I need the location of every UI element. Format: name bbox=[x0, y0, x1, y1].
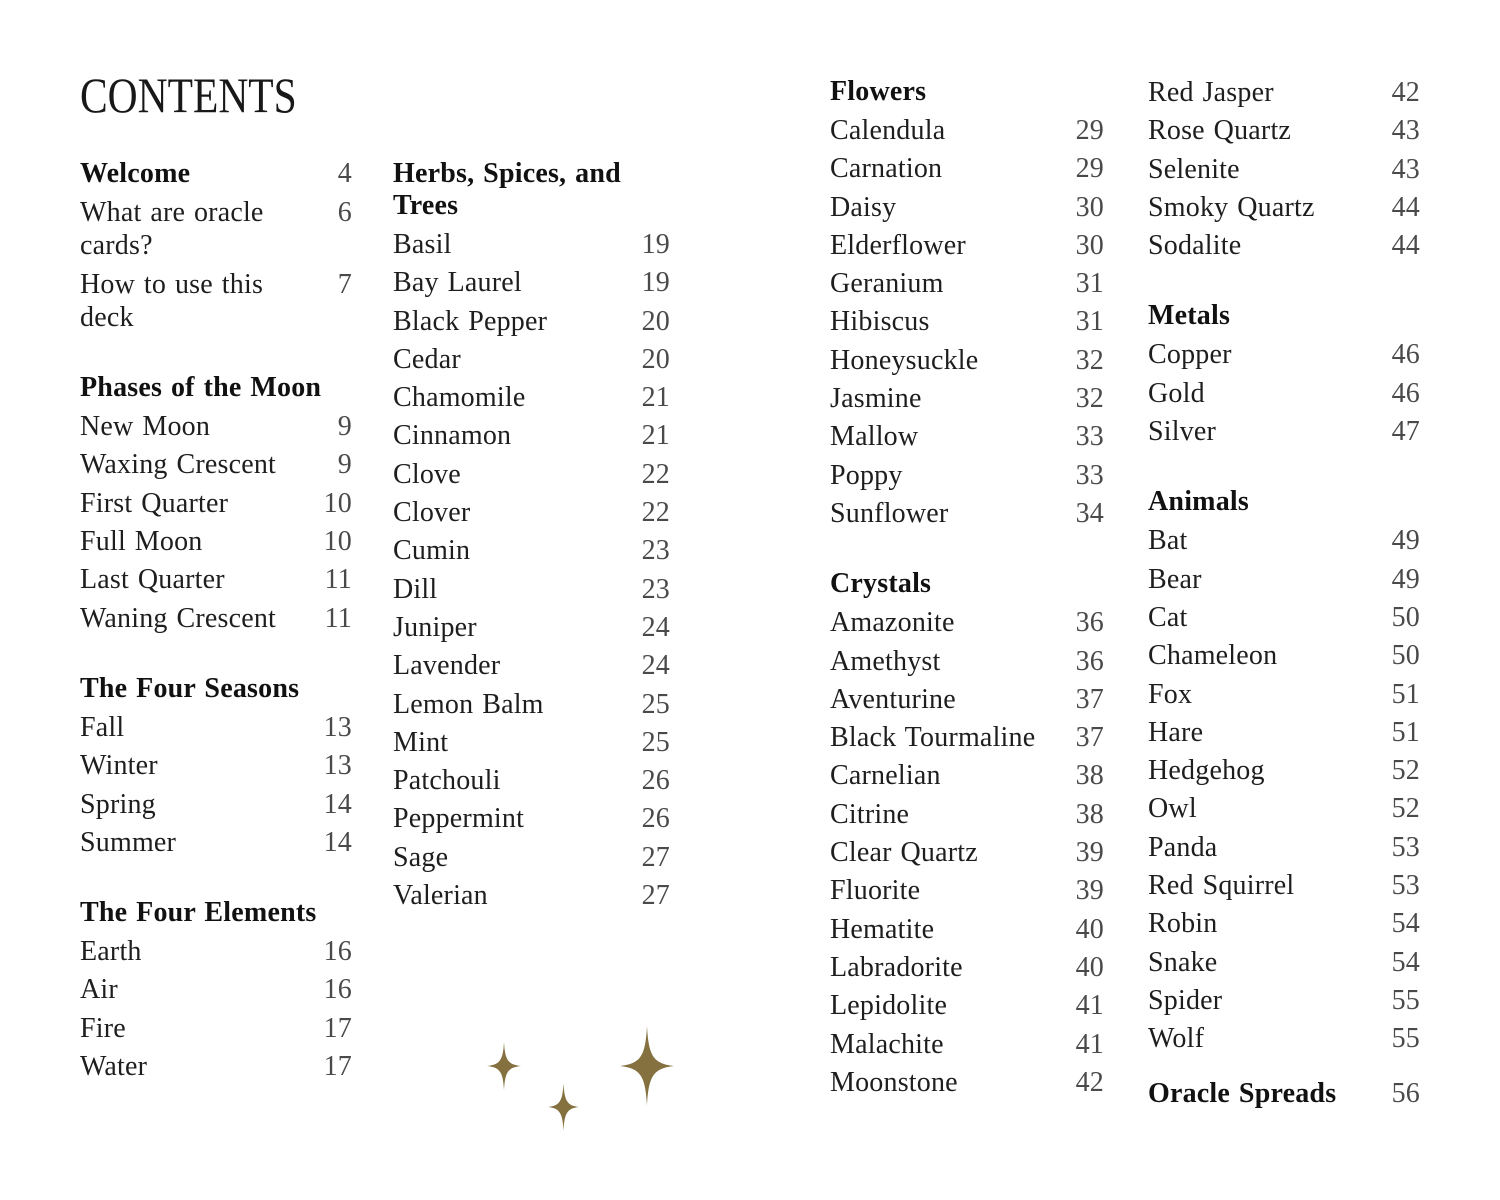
toc-entry-label: Bear bbox=[1148, 563, 1202, 595]
page-number: 19 bbox=[641, 229, 670, 260]
page-number: 20 bbox=[641, 343, 670, 375]
toc-entry-label: Black Tourmaline bbox=[830, 722, 1036, 754]
toc-entry-label: New Moon bbox=[80, 411, 211, 443]
toc-entry bbox=[1148, 601, 1420, 634]
page-number: 52 bbox=[1391, 755, 1420, 787]
toc-entry bbox=[1148, 563, 1420, 596]
page-number: 9 bbox=[337, 411, 352, 443]
toc-entry-label: Silver bbox=[1148, 416, 1217, 448]
toc-entry bbox=[80, 196, 352, 263]
page-number: 33 bbox=[1075, 421, 1104, 453]
toc-entry-label: Labradorite bbox=[830, 951, 963, 983]
toc-entry-label: Spring bbox=[80, 788, 156, 820]
toc-column-4 bbox=[1148, 76, 1420, 1116]
toc-entry-label: Valerian bbox=[393, 880, 488, 912]
toc-entry bbox=[830, 305, 1104, 338]
page-number: 50 bbox=[1391, 640, 1420, 672]
toc-entry bbox=[393, 726, 670, 759]
toc-entry-label: Water bbox=[80, 1051, 148, 1083]
toc-entry-label: Fox bbox=[1148, 678, 1193, 710]
toc-entry-label: Hibiscus bbox=[830, 306, 930, 338]
toc-entry bbox=[1148, 1022, 1420, 1055]
toc-section bbox=[1148, 76, 1420, 262]
section-heading bbox=[393, 158, 670, 222]
toc-section bbox=[1148, 1078, 1420, 1110]
section-heading bbox=[830, 76, 1104, 108]
toc-entry-label: Carnation bbox=[830, 153, 943, 185]
toc-entry bbox=[393, 266, 670, 299]
toc-entry bbox=[1148, 792, 1420, 825]
toc-entry bbox=[80, 563, 352, 596]
toc-entry-label: Lemon Balm bbox=[393, 688, 544, 720]
page-number: 16 bbox=[323, 936, 352, 968]
toc-entry-label: Jasmine bbox=[830, 383, 922, 415]
toc-entry-label: Lavender bbox=[393, 650, 501, 682]
toc-entry bbox=[393, 841, 670, 874]
toc-entry bbox=[80, 525, 352, 558]
toc-entry bbox=[393, 534, 670, 567]
toc-entry-label: How to use this deck bbox=[80, 268, 264, 333]
toc-entry-label: Clear Quartz bbox=[830, 837, 978, 869]
toc-entry bbox=[393, 573, 670, 606]
toc-entry-label: Fluorite bbox=[830, 875, 921, 907]
page-number: 14 bbox=[323, 788, 352, 820]
page-number: 33 bbox=[1075, 459, 1104, 491]
page-number: 39 bbox=[1075, 875, 1104, 907]
toc-entry-label: Bay Laurel bbox=[393, 267, 522, 299]
page-number: 36 bbox=[1075, 607, 1104, 639]
toc-entry-label: Full Moon bbox=[80, 526, 203, 558]
section-heading bbox=[1148, 486, 1420, 518]
toc-entry-label: Robin bbox=[1148, 908, 1218, 940]
page-number: 41 bbox=[1075, 1028, 1104, 1060]
toc-entry-label: Malachite bbox=[830, 1028, 944, 1060]
toc-entry bbox=[393, 381, 670, 414]
toc-entry-label: Dill bbox=[393, 573, 438, 605]
page-number: 6 bbox=[337, 197, 352, 228]
page-number: 34 bbox=[1075, 497, 1104, 529]
toc-column-1 bbox=[80, 158, 352, 1088]
toc-entry-label: Snake bbox=[1148, 946, 1218, 978]
page-number: 30 bbox=[1075, 229, 1104, 261]
toc-entry-label: Sunflower bbox=[830, 497, 949, 529]
page-number: 29 bbox=[1075, 115, 1104, 146]
toc-entry-label: Peppermint bbox=[393, 803, 525, 835]
toc-entry-label: Poppy bbox=[830, 459, 903, 491]
toc-entry bbox=[393, 764, 670, 797]
toc-entry bbox=[830, 989, 1104, 1022]
page-number: 44 bbox=[1391, 191, 1420, 223]
toc-entry bbox=[393, 688, 670, 721]
toc-entry bbox=[830, 759, 1104, 792]
page-number: 54 bbox=[1391, 946, 1420, 978]
page-number: 32 bbox=[1075, 344, 1104, 376]
toc-entry bbox=[1148, 377, 1420, 410]
toc-section bbox=[80, 673, 352, 859]
toc-entry-label: Juniper bbox=[393, 611, 477, 643]
toc-entry bbox=[80, 826, 352, 859]
toc-entry bbox=[830, 606, 1104, 639]
page-number: 25 bbox=[641, 688, 670, 720]
toc-entry-label: Mallow bbox=[830, 421, 919, 453]
toc-entry bbox=[80, 487, 352, 520]
toc-entry-label: Moonstone bbox=[830, 1066, 958, 1098]
page-number: 29 bbox=[1075, 153, 1104, 185]
page-number: 31 bbox=[1075, 268, 1104, 300]
toc-entry bbox=[393, 228, 670, 261]
toc-entry-label: Last Quarter bbox=[80, 564, 225, 596]
toc-entry bbox=[80, 602, 352, 635]
section-heading-label: Animals bbox=[1148, 486, 1249, 518]
toc-entry-label: Spider bbox=[1148, 984, 1223, 1016]
toc-entry bbox=[830, 1066, 1104, 1099]
toc-entry-label: Citrine bbox=[830, 798, 910, 830]
toc-entry bbox=[80, 1050, 352, 1083]
section-heading bbox=[1148, 300, 1420, 332]
page-number: 56 bbox=[1391, 1077, 1420, 1109]
page-title: CONTENTS bbox=[80, 67, 297, 123]
toc-entry bbox=[1148, 716, 1420, 749]
toc-entry-label: Winter bbox=[80, 750, 158, 782]
toc-entry-label: Bat bbox=[1148, 525, 1188, 557]
page-number: 46 bbox=[1391, 377, 1420, 409]
toc-entry-label: Geranium bbox=[830, 268, 944, 300]
toc-entry bbox=[830, 951, 1104, 984]
section-heading bbox=[80, 897, 352, 929]
toc-entry bbox=[830, 344, 1104, 377]
page-number: 13 bbox=[323, 711, 352, 743]
toc-entry-label: Clover bbox=[393, 497, 471, 529]
toc-column-3 bbox=[830, 76, 1104, 1104]
page-number: 22 bbox=[641, 497, 670, 529]
toc-entry bbox=[1148, 191, 1420, 224]
toc-section bbox=[1148, 300, 1420, 448]
toc-entry bbox=[830, 721, 1104, 754]
toc-entry bbox=[1148, 754, 1420, 787]
toc-section bbox=[830, 76, 1104, 530]
page-number: 36 bbox=[1075, 645, 1104, 677]
toc-entry-label: Basil bbox=[393, 229, 452, 260]
section-heading-label: Flowers bbox=[830, 76, 927, 107]
toc-entry-label: Hare bbox=[1148, 716, 1204, 748]
toc-entry-label: Gold bbox=[1148, 377, 1205, 409]
toc-entry-label: Cat bbox=[1148, 601, 1188, 633]
page-number: 11 bbox=[324, 602, 352, 634]
toc-section bbox=[80, 372, 352, 635]
page-number: 47 bbox=[1391, 416, 1420, 448]
page-number: 52 bbox=[1391, 793, 1420, 825]
toc-entry-label: Carnelian bbox=[830, 760, 941, 792]
toc-entry bbox=[80, 410, 352, 443]
section-heading-label: The Four Elements bbox=[80, 897, 317, 929]
page-number: 40 bbox=[1075, 913, 1104, 945]
toc-entry-label: Mint bbox=[393, 726, 449, 758]
page-number: 37 bbox=[1075, 722, 1104, 754]
page-number: 20 bbox=[641, 305, 670, 337]
page-number: 55 bbox=[1391, 1023, 1420, 1055]
section-heading bbox=[1148, 1078, 1420, 1110]
toc-entry bbox=[830, 798, 1104, 831]
toc-entry bbox=[393, 305, 670, 338]
page-number: 54 bbox=[1391, 908, 1420, 940]
toc-entry bbox=[830, 836, 1104, 869]
toc-entry bbox=[1148, 524, 1420, 557]
page-number: 38 bbox=[1075, 760, 1104, 792]
toc-entry bbox=[1148, 415, 1420, 448]
toc-entry-label: Chamomile bbox=[393, 382, 526, 414]
page-number: 26 bbox=[641, 765, 670, 797]
toc-entry bbox=[1148, 984, 1420, 1017]
toc-entry-label: Owl bbox=[1148, 793, 1197, 825]
toc-entry-label: First Quarter bbox=[80, 487, 229, 519]
toc-entry bbox=[80, 268, 352, 335]
section-heading bbox=[80, 158, 352, 190]
toc-entry-label: Lepidolite bbox=[830, 990, 948, 1022]
toc-entry bbox=[1148, 76, 1420, 109]
page-number: 53 bbox=[1391, 831, 1420, 863]
toc-entry-label: Honeysuckle bbox=[830, 344, 979, 376]
toc-section bbox=[830, 568, 1104, 1099]
toc-entry-label: Daisy bbox=[830, 191, 897, 223]
section-heading-label: Crystals bbox=[830, 568, 932, 600]
toc-entry-label: Hematite bbox=[830, 913, 935, 945]
toc-entry bbox=[1148, 678, 1420, 711]
page-number: 10 bbox=[323, 526, 352, 558]
toc-entry bbox=[830, 229, 1104, 262]
toc-entry bbox=[1148, 946, 1420, 979]
toc-entry bbox=[393, 496, 670, 529]
toc-entry bbox=[393, 649, 670, 682]
toc-section bbox=[80, 158, 352, 334]
sparkle-icon-small-left bbox=[487, 1042, 521, 1090]
toc-entry bbox=[830, 645, 1104, 678]
page-number: 21 bbox=[641, 382, 670, 414]
page-number: 30 bbox=[1075, 191, 1104, 223]
toc-entry bbox=[830, 497, 1104, 530]
page-number: 24 bbox=[641, 650, 670, 682]
page-number: 19 bbox=[641, 267, 670, 299]
toc-entry-label: Smoky Quartz bbox=[1148, 191, 1315, 223]
toc-entry-label: Chameleon bbox=[1148, 640, 1278, 672]
page-number: 13 bbox=[323, 750, 352, 782]
page-number: 37 bbox=[1075, 683, 1104, 715]
page-number: 42 bbox=[1391, 77, 1420, 108]
toc-entry bbox=[830, 874, 1104, 907]
page-number: 49 bbox=[1391, 563, 1420, 595]
page-number: 41 bbox=[1075, 990, 1104, 1022]
toc-entry-label: Wolf bbox=[1148, 1023, 1205, 1055]
toc-entry-label: Fire bbox=[80, 1012, 126, 1044]
page-number: 46 bbox=[1391, 339, 1420, 371]
toc-entry-label: Waxing Crescent bbox=[80, 449, 277, 481]
toc-entry bbox=[1148, 229, 1420, 262]
toc-entry-label: Cumin bbox=[393, 535, 471, 567]
toc-entry bbox=[830, 382, 1104, 415]
toc-column-2 bbox=[393, 158, 670, 917]
toc-entry-label: Patchouli bbox=[393, 765, 501, 797]
page-number: 38 bbox=[1075, 798, 1104, 830]
section-heading-label: Herbs, Spices, and Trees bbox=[393, 158, 621, 221]
section-heading bbox=[80, 372, 352, 404]
page-number: 9 bbox=[337, 449, 352, 481]
toc-entry-label: Amethyst bbox=[830, 645, 941, 677]
toc-entry-label: Sodalite bbox=[1148, 230, 1242, 262]
toc-entry-label: Summer bbox=[80, 826, 177, 858]
toc-entry bbox=[830, 152, 1104, 185]
page-number: 22 bbox=[641, 458, 670, 490]
toc-entry-label: Waning Crescent bbox=[80, 602, 277, 634]
toc-entry bbox=[393, 802, 670, 835]
page-number: 44 bbox=[1391, 230, 1420, 262]
toc-entry bbox=[80, 935, 352, 968]
toc-entry-label: Cedar bbox=[393, 343, 461, 375]
toc-entry-label: Amazonite bbox=[830, 607, 955, 639]
toc-entry-label: Black Pepper bbox=[393, 305, 548, 337]
page-number: 49 bbox=[1391, 525, 1420, 557]
toc-section bbox=[393, 158, 670, 912]
page-number: 43 bbox=[1391, 153, 1420, 185]
section-heading-label: Oracle Spreads bbox=[1148, 1077, 1337, 1109]
toc-entry bbox=[393, 879, 670, 912]
toc-entry-label: Cinnamon bbox=[393, 420, 512, 452]
toc-entry bbox=[830, 420, 1104, 453]
page-number: 7 bbox=[337, 268, 352, 300]
toc-entry bbox=[1148, 907, 1420, 940]
toc-entry bbox=[830, 267, 1104, 300]
toc-entry-label: Selenite bbox=[1148, 153, 1240, 185]
toc-entry-label: Rose Quartz bbox=[1148, 115, 1292, 147]
toc-entry bbox=[1148, 153, 1420, 186]
page-number: 27 bbox=[641, 880, 670, 912]
page-number: 27 bbox=[641, 841, 670, 873]
toc-entry bbox=[393, 458, 670, 491]
toc-entry bbox=[1148, 639, 1420, 672]
section-heading bbox=[830, 568, 1104, 600]
page-number: 53 bbox=[1391, 870, 1420, 902]
page-number: 39 bbox=[1075, 837, 1104, 869]
toc-entry bbox=[830, 913, 1104, 946]
toc-entry-label: Fall bbox=[80, 711, 125, 743]
toc-entry bbox=[80, 749, 352, 782]
section-heading-label: The Four Seasons bbox=[80, 672, 300, 704]
toc-entry bbox=[830, 459, 1104, 492]
toc-entry bbox=[1148, 114, 1420, 147]
section-heading-label: Welcome bbox=[80, 158, 191, 189]
toc-entry-label: Earth bbox=[80, 936, 142, 968]
toc-entry bbox=[830, 1028, 1104, 1061]
toc-entry-label: Red Squirrel bbox=[1148, 870, 1295, 902]
toc-section bbox=[1148, 486, 1420, 1055]
toc-entry bbox=[80, 448, 352, 481]
section-heading-label: Phases of the Moon bbox=[80, 372, 322, 404]
page-number: 4 bbox=[337, 158, 352, 189]
section-heading-label: Metals bbox=[1148, 300, 1231, 332]
toc-entry bbox=[830, 683, 1104, 716]
toc-entry bbox=[393, 343, 670, 376]
toc-entry-label: Elderflower bbox=[830, 229, 966, 261]
section-heading bbox=[80, 673, 352, 705]
page-number: 32 bbox=[1075, 383, 1104, 415]
toc-entry bbox=[393, 419, 670, 452]
page-number: 17 bbox=[323, 1051, 352, 1083]
toc-entry-label: Aventurine bbox=[830, 683, 956, 715]
page-number: 51 bbox=[1391, 716, 1420, 748]
toc-entry-label: Red Jasper bbox=[1148, 77, 1274, 108]
toc-entry-label: Calendula bbox=[830, 115, 946, 146]
toc-entry-label: What are oracle cards? bbox=[80, 197, 264, 262]
toc-entry-label: Clove bbox=[393, 458, 461, 490]
toc-entry bbox=[393, 611, 670, 644]
toc-entry-label: Panda bbox=[1148, 831, 1218, 863]
toc-entry bbox=[1148, 869, 1420, 902]
toc-entry-label: Sage bbox=[393, 841, 449, 873]
page-number: 23 bbox=[641, 535, 670, 567]
toc-entry bbox=[1148, 831, 1420, 864]
page-number: 16 bbox=[323, 974, 352, 1006]
toc-entry bbox=[1148, 338, 1420, 371]
toc-entry bbox=[80, 788, 352, 821]
toc-entry bbox=[80, 973, 352, 1006]
page-number: 26 bbox=[641, 803, 670, 835]
sparkle-icon-large bbox=[620, 1026, 674, 1106]
toc-section bbox=[80, 897, 352, 1083]
sparkle-icon-small-bottom bbox=[548, 1083, 579, 1131]
toc-entry bbox=[830, 191, 1104, 224]
toc-entry bbox=[80, 711, 352, 744]
page-number: 17 bbox=[323, 1012, 352, 1044]
page-number: 10 bbox=[323, 487, 352, 519]
page-number: 11 bbox=[324, 564, 352, 596]
toc-entry-label: Hedgehog bbox=[1148, 755, 1265, 787]
page-number: 21 bbox=[641, 420, 670, 452]
page-number: 31 bbox=[1075, 306, 1104, 338]
page-number: 43 bbox=[1391, 115, 1420, 147]
page-number: 24 bbox=[641, 611, 670, 643]
page-number: 55 bbox=[1391, 984, 1420, 1016]
toc-entry-label: Air bbox=[80, 974, 118, 1006]
page-number: 42 bbox=[1075, 1066, 1104, 1098]
page-number: 50 bbox=[1391, 601, 1420, 633]
page-number: 25 bbox=[641, 726, 670, 758]
toc-entry bbox=[80, 1012, 352, 1045]
page-number: 23 bbox=[641, 573, 670, 605]
page-number: 40 bbox=[1075, 951, 1104, 983]
toc-entry bbox=[830, 114, 1104, 147]
page-number: 14 bbox=[323, 826, 352, 858]
toc-entry-label: Copper bbox=[1148, 339, 1232, 371]
page-number: 51 bbox=[1391, 678, 1420, 710]
